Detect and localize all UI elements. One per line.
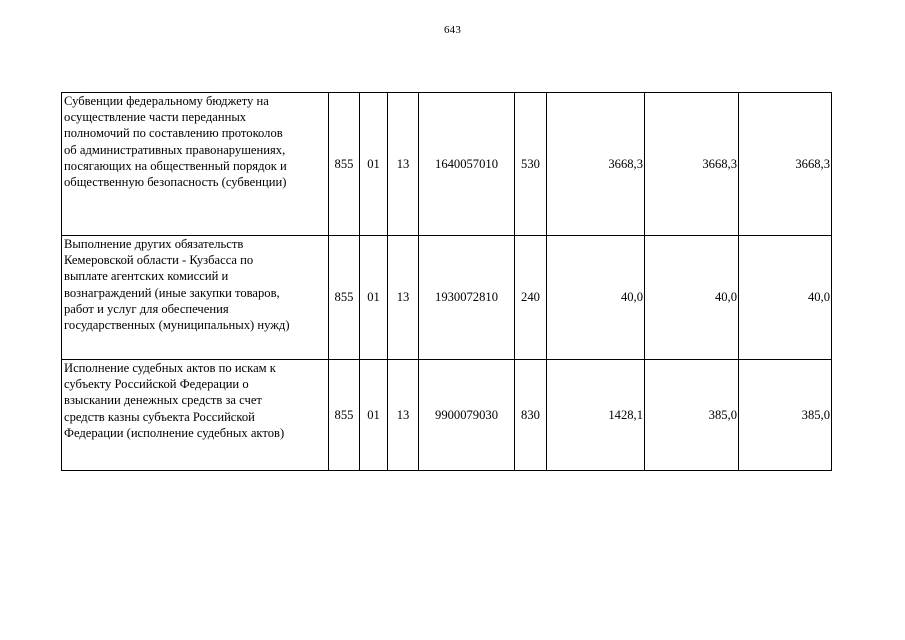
amount-cell-2: 3668,3 — [645, 93, 739, 236]
expense-name-cell: Субвенции федеральному бюджету на осуществление части переданных полномочий по составлению протоколов об административных правонарушениях, посягающих на общественный порядок и общественную безопасность (субвенции) — [62, 93, 329, 236]
section-code-cell: 01 — [360, 360, 388, 471]
table-row — [62, 360, 832, 471]
page-number: 643 — [443, 24, 462, 36]
target-article-cell: 1640057010 — [419, 93, 515, 236]
amount-cell-3: 3668,3 — [739, 93, 832, 236]
section-code-cell: 01 — [360, 236, 388, 360]
subsection-code-cell: 13 — [388, 93, 419, 236]
ministry-code-cell: 855 — [329, 93, 360, 236]
amount-cell-1: 40,0 — [547, 236, 645, 360]
amount-cell-1: 1428,1 — [547, 360, 645, 471]
amount-cell-2: 40,0 — [645, 236, 739, 360]
target-article-cell: 9900079030 — [419, 360, 515, 471]
subsection-code-cell: 13 — [388, 236, 419, 360]
expense-type-cell: 830 — [515, 360, 547, 471]
amount-cell-1: 3668,3 — [547, 93, 645, 236]
target-article-cell: 1930072810 — [419, 236, 515, 360]
amount-cell-2: 385,0 — [645, 360, 739, 471]
expense-name-cell: Выполнение других обязательств Кемеровской области - Кузбасса по выплате агентских комиссий и вознаграждений (иные закупки товаров, работ и услуг для обеспечения государственных (муниципальных) нужд) — [62, 236, 329, 360]
expense-type-cell: 530 — [515, 93, 547, 236]
amount-cell-3: 40,0 — [739, 236, 832, 360]
expense-name-cell: Исполнение судебных актов по искам к субъекту Российской Федерации о взыскании денежных средств за счет средств казны субъекта Российской Федерации (исполнение судебных актов) — [62, 360, 329, 471]
subsection-code-cell: 13 — [388, 360, 419, 471]
ministry-code-cell: 855 — [329, 236, 360, 360]
table-row — [62, 236, 832, 360]
ministry-code-cell: 855 — [329, 360, 360, 471]
budget-table — [61, 92, 832, 471]
amount-cell-3: 385,0 — [739, 360, 832, 471]
section-code-cell: 01 — [360, 93, 388, 236]
expense-type-cell: 240 — [515, 236, 547, 360]
table-row — [62, 93, 832, 236]
